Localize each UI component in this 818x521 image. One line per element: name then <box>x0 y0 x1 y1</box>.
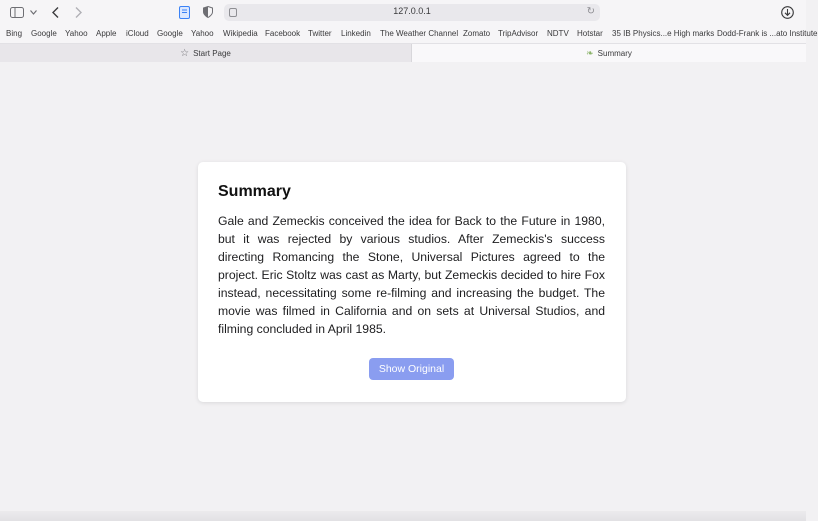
browser-toolbar <box>0 0 806 25</box>
tab-label: Summary <box>597 48 632 58</box>
star-icon: ☆ <box>180 47 190 59</box>
download-icon[interactable] <box>780 5 794 19</box>
reload-icon[interactable]: ↻ <box>586 6 595 17</box>
favorite-tripadvisor[interactable]: TripAdvisor <box>498 29 539 38</box>
favorite-hotstar[interactable]: Hotstar <box>577 29 603 38</box>
favorite-twitter[interactable]: Twitter <box>308 29 332 38</box>
favorite-yahoo-2[interactable]: Yahoo <box>191 29 214 38</box>
favorite-ndtv[interactable]: NDTV <box>547 29 569 38</box>
tab-summary[interactable] <box>412 44 806 62</box>
favorite-wikipedia[interactable]: Wikipedia <box>223 29 258 38</box>
favorite-apple[interactable]: Apple <box>96 29 117 38</box>
leaf-icon: ❧ <box>586 47 594 58</box>
page-icon[interactable] <box>178 5 190 19</box>
back-icon[interactable] <box>50 5 60 19</box>
tab-label: Start Page <box>193 48 231 58</box>
tab-bar <box>0 43 806 62</box>
favorite-ib-physics[interactable]: 35 IB Physics...e High marks <box>612 29 715 38</box>
summary-card <box>198 162 626 402</box>
tab-start-page[interactable] <box>0 44 412 62</box>
show-original-button[interactable]: Show Original <box>369 358 454 380</box>
favorite-facebook[interactable]: Facebook <box>265 29 301 38</box>
favorite-icloud[interactable]: iCloud <box>126 29 149 38</box>
url-text: 127.0.0.1 <box>393 6 431 16</box>
sidebar-icon[interactable] <box>9 6 24 18</box>
favorites-bar <box>0 25 818 43</box>
forward-icon[interactable] <box>73 5 83 19</box>
chevron-down-icon[interactable] <box>29 7 38 17</box>
favorite-yahoo[interactable]: Yahoo <box>65 29 88 38</box>
favorite-weather-channel[interactable]: The Weather Channel <box>380 29 459 38</box>
privacy-shield-icon[interactable] <box>202 5 214 19</box>
favorite-zomato[interactable]: Zomato <box>463 29 491 38</box>
summary-title: Summary <box>218 183 291 200</box>
favorite-google-2[interactable]: Google <box>157 29 183 38</box>
favorite-linkedin[interactable]: Linkedin <box>341 29 371 38</box>
favorite-google[interactable]: Google <box>31 29 57 38</box>
summary-text: Gale and Zemeckis conceived the idea for Back to the Future in 1980, but it was rejected by various studios. After Zemeckis's success directing Romancing the Stone, Universal Pictures agreed to the project. Eric Stoltz was cast as Marty, but Zemeckis decided to hire Fox instead, necessitating some re-filming and increasing the budget. The movie was filmed in California and on sets at Universal Studios, and filming concluded in April 1985. <box>218 214 605 336</box>
favorite-bing[interactable]: Bing <box>6 29 23 38</box>
address-bar[interactable] <box>224 4 600 21</box>
favorite-dodd-frank[interactable]: Dodd-Frank is ...ato Institute <box>717 29 818 38</box>
window-bottom-edge <box>0 511 806 521</box>
